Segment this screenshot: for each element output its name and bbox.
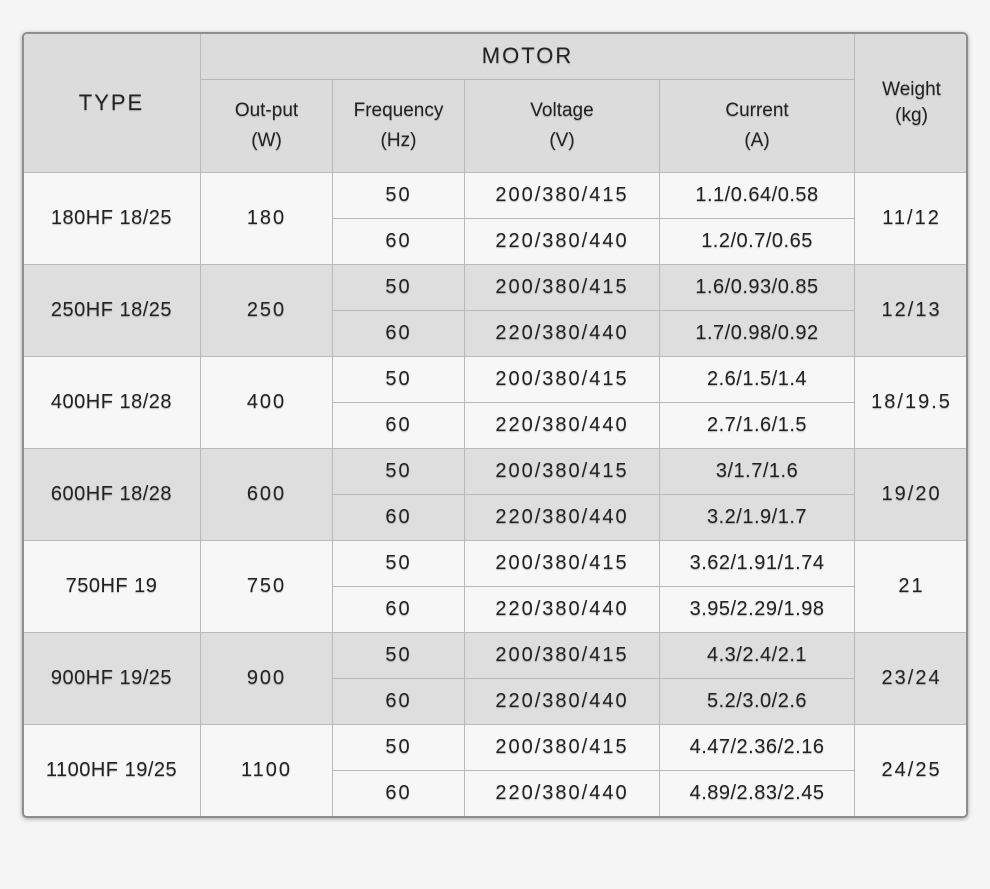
table-body (23, 173, 969, 817)
type-cell: 400HF 18/28 (23, 357, 201, 449)
current-cell: 2.6/1.5/1.4 (660, 357, 855, 403)
current-cell: 3.2/1.9/1.7 (660, 495, 855, 541)
voltage-cell: 200/380/415 (465, 265, 660, 311)
voltage-cell: 200/380/415 (465, 173, 660, 219)
frequency-cell: 60 (333, 771, 465, 817)
voltage-cell: 200/380/415 (465, 541, 660, 587)
frequency-header (333, 80, 465, 173)
table-row (23, 265, 969, 311)
frequency-cell: 50 (333, 173, 465, 219)
voltage-cell: 200/380/415 (465, 633, 660, 679)
output-cell: 180 (201, 173, 333, 265)
weight-cell: 18/19.5 (855, 357, 968, 449)
output-cell: 250 (201, 265, 333, 357)
voltage-cell: 220/380/440 (465, 311, 660, 357)
type-header: TYPE (23, 33, 201, 173)
weight-header-label: Weight (882, 78, 941, 100)
type-cell: 1100HF 19/25 (23, 725, 201, 817)
current-cell: 4.89/2.83/2.45 (660, 771, 855, 817)
output-cell: 400 (201, 357, 333, 449)
current-cell: 1.6/0.93/0.85 (660, 265, 855, 311)
frequency-cell: 50 (333, 633, 465, 679)
weight-cell: 23/24 (855, 633, 968, 725)
frequency-cell: 50 (333, 357, 465, 403)
weight-cell: 11/12 (855, 173, 968, 265)
current-cell: 3.95/2.29/1.98 (660, 587, 855, 633)
current-cell: 1.7/0.98/0.92 (660, 311, 855, 357)
current-cell: 3/1.7/1.6 (660, 449, 855, 495)
frequency-cell: 50 (333, 449, 465, 495)
voltage-cell: 220/380/440 (465, 495, 660, 541)
current-cell: 1.1/0.64/0.58 (660, 173, 855, 219)
output-cell: 900 (201, 633, 333, 725)
voltage-cell: 200/380/415 (465, 725, 660, 771)
table-row (23, 449, 969, 495)
type-cell: 180HF 18/25 (23, 173, 201, 265)
table-row (23, 633, 969, 679)
voltage-cell: 200/380/415 (465, 449, 660, 495)
current-header-label: Current (725, 100, 789, 121)
frequency-cell: 60 (333, 495, 465, 541)
voltage-cell: 200/380/415 (465, 357, 660, 403)
frequency-cell: 60 (333, 587, 465, 633)
voltage-cell: 220/380/440 (465, 403, 660, 449)
voltage-header-unit: (V) (549, 130, 575, 151)
current-header (660, 80, 855, 173)
frequency-cell: 50 (333, 725, 465, 771)
frequency-cell: 50 (333, 541, 465, 587)
frequency-cell: 60 (333, 679, 465, 725)
frequency-header-label: Frequency (353, 100, 444, 121)
current-cell: 4.3/2.4/2.1 (660, 633, 855, 679)
output-cell: 600 (201, 449, 333, 541)
motor-spec-table (22, 32, 968, 817)
table-row (23, 541, 969, 587)
table-row (23, 173, 969, 219)
voltage-cell: 220/380/440 (465, 771, 660, 817)
table-header (23, 33, 969, 173)
voltage-header-label: Voltage (530, 100, 594, 121)
current-cell: 3.62/1.91/1.74 (660, 541, 855, 587)
current-cell: 1.2/0.7/0.65 (660, 219, 855, 265)
current-cell: 4.47/2.36/2.16 (660, 725, 855, 771)
frequency-cell: 60 (333, 311, 465, 357)
output-cell: 750 (201, 541, 333, 633)
output-header-label: Out-put (234, 100, 299, 121)
frequency-cell: 60 (333, 219, 465, 265)
motor-header: MOTOR (201, 33, 855, 80)
frequency-cell: 60 (333, 403, 465, 449)
current-cell: 2.7/1.6/1.5 (660, 403, 855, 449)
type-cell: 750HF 19 (23, 541, 201, 633)
voltage-cell: 220/380/440 (465, 219, 660, 265)
voltage-header (465, 80, 660, 173)
weight-cell: 24/25 (855, 725, 968, 817)
output-header-unit: (W) (251, 130, 282, 151)
current-cell: 5.2/3.0/2.6 (660, 679, 855, 725)
output-header (201, 80, 333, 173)
table-row (23, 725, 969, 771)
table-row (23, 357, 969, 403)
weight-cell: 19/20 (855, 449, 968, 541)
weight-cell: 12/13 (855, 265, 968, 357)
type-cell: 900HF 19/25 (23, 633, 201, 725)
voltage-cell: 220/380/440 (465, 679, 660, 725)
voltage-cell: 220/380/440 (465, 587, 660, 633)
frequency-header-unit: (Hz) (380, 130, 417, 151)
spec-table-frame (22, 32, 968, 818)
frequency-cell: 50 (333, 265, 465, 311)
weight-header (855, 33, 968, 173)
weight-header-unit: (kg) (895, 104, 928, 126)
current-header-unit: (A) (744, 130, 770, 151)
type-cell: 600HF 18/28 (23, 449, 201, 541)
weight-cell: 21 (855, 541, 968, 633)
type-cell: 250HF 18/25 (23, 265, 201, 357)
output-cell: 1100 (201, 725, 333, 817)
